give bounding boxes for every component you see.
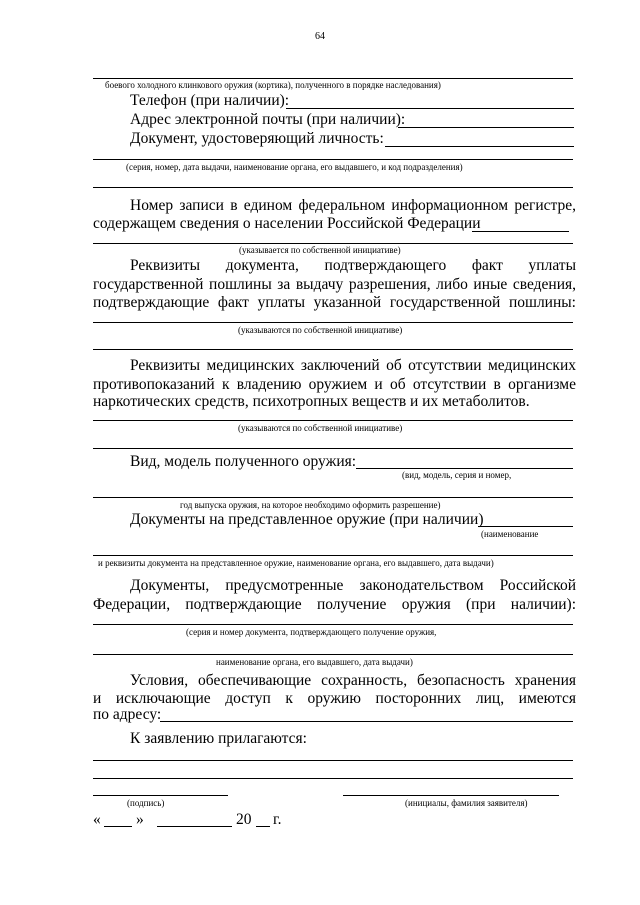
storage-line-1: Условия, обеспечивающие сохранность, безопасность хранения [130, 672, 576, 689]
receipt-field-line-2[interactable] [93, 654, 573, 655]
fee-field[interactable] [93, 322, 573, 323]
caption-own-initiative-3: (указываются по собственной инициативе) [238, 423, 403, 433]
date-open-quote: « [93, 811, 101, 828]
medical-line-1: Реквизиты медицинских заключений об отсутствии медицинских [130, 357, 576, 374]
weapon-type-field[interactable] [356, 468, 573, 469]
identity-field-line-2[interactable] [93, 159, 573, 160]
registry-line-2: содержащем сведения о населении Российской Федерации [93, 215, 481, 232]
signature-field[interactable] [93, 795, 228, 796]
email-field[interactable] [398, 127, 574, 128]
caption-receipt-doc: (серия и номер документа, подтверждающего получение оружия, [186, 627, 437, 637]
law-line-2: Федерации, подтверждающие получение оружия (при наличии): [93, 596, 576, 613]
field-line[interactable] [93, 78, 573, 79]
law-line-1: Документы, предусмотренные законодательством Российской [130, 577, 576, 594]
storage-line-2: и исключающие доступ к оружию посторонних лиц, имеются [93, 690, 576, 707]
medical-line-2: противопоказаний к владению оружием и об отсутствии в организме [93, 376, 576, 393]
registry-field[interactable] [472, 231, 569, 232]
caption-weapon-docs-name: (наименование [481, 529, 539, 539]
caption-signature: (подпись) [127, 798, 165, 808]
identity-field[interactable] [385, 146, 574, 147]
caption-own-initiative-1: (указывается по собственной инициативе) [239, 245, 401, 255]
weapon-type-field-line-2[interactable] [93, 497, 573, 498]
caption-weapon-docs-details: и реквизиты документа на представленное оружие, наименование органа, его выдавшего, дата выдачи) [98, 558, 494, 568]
field-line[interactable] [93, 349, 573, 350]
address-field[interactable] [160, 721, 573, 722]
phone-label: Телефон (при наличии): [130, 92, 290, 109]
field-line[interactable] [93, 187, 573, 188]
storage-line-3: по адресу: [93, 706, 162, 723]
attachments-field-2[interactable] [93, 778, 573, 779]
caption-receipt-issuer: наименование органа, его выдавшего, дата выдачи) [216, 657, 413, 667]
date-year-prefix: 20 [236, 811, 252, 828]
date-month-field[interactable] [157, 826, 232, 827]
caption-applicant-name: (инициалы, фамилия заявителя) [405, 798, 528, 808]
caption-own-initiative-2: (указываются по собственной инициативе) [238, 325, 403, 335]
caption-weapon-model: (вид, модель, серия и номер, [402, 470, 512, 480]
date-close-quote: » [136, 811, 144, 828]
medical-field[interactable] [93, 420, 573, 421]
caption-id-document: (серия, номер, дата выдачи, наименование органа, его выдавшего, и код подразделения) [126, 162, 463, 172]
medical-line-3: наркотических средств, психотропных веществ и их метаболитов. [93, 393, 530, 410]
attachments-field-1[interactable] [93, 760, 573, 761]
email-label: Адрес электронной почты (при наличии): [130, 111, 406, 128]
caption-weapon-year: год выпуска оружия, на которое необходимо оформить разрешение) [180, 500, 441, 510]
fee-line-3: подтверждающие факт уплаты указанной государственной пошлины: [93, 294, 576, 311]
attachments-label: К заявлению прилагаются: [130, 730, 307, 747]
date-year-field[interactable] [256, 826, 270, 827]
date-year-suffix: г. [273, 811, 282, 828]
weapon-docs-label: Документы на представленное оружие (при наличии) [130, 511, 484, 528]
field-line[interactable] [93, 448, 573, 449]
identity-label: Документ, удостоверяющий личность: [130, 130, 384, 147]
receipt-field[interactable] [93, 624, 573, 625]
page-number: 64 [315, 31, 325, 42]
caption-weapon-inherited: боевого холодного клинкового оружия (кортика), полученного в порядке наследования) [105, 80, 441, 90]
fee-line-2: государственной пошлины за выдачу разрешения, либо иные сведения, [93, 276, 576, 293]
weapon-docs-field-line-2[interactable] [93, 555, 573, 556]
registry-field-line-2[interactable] [93, 243, 573, 244]
registry-line-1: Номер записи в едином федеральном информационном регистре, [130, 197, 576, 214]
fee-line-1: Реквизиты документа, подтверждающего факт уплаты [130, 257, 576, 274]
weapon-type-label: Вид, модель полученного оружия: [130, 453, 357, 470]
weapon-docs-field[interactable] [478, 526, 573, 527]
phone-field[interactable] [286, 108, 574, 109]
applicant-name-field[interactable] [343, 795, 559, 796]
date-day-field[interactable] [104, 826, 132, 827]
